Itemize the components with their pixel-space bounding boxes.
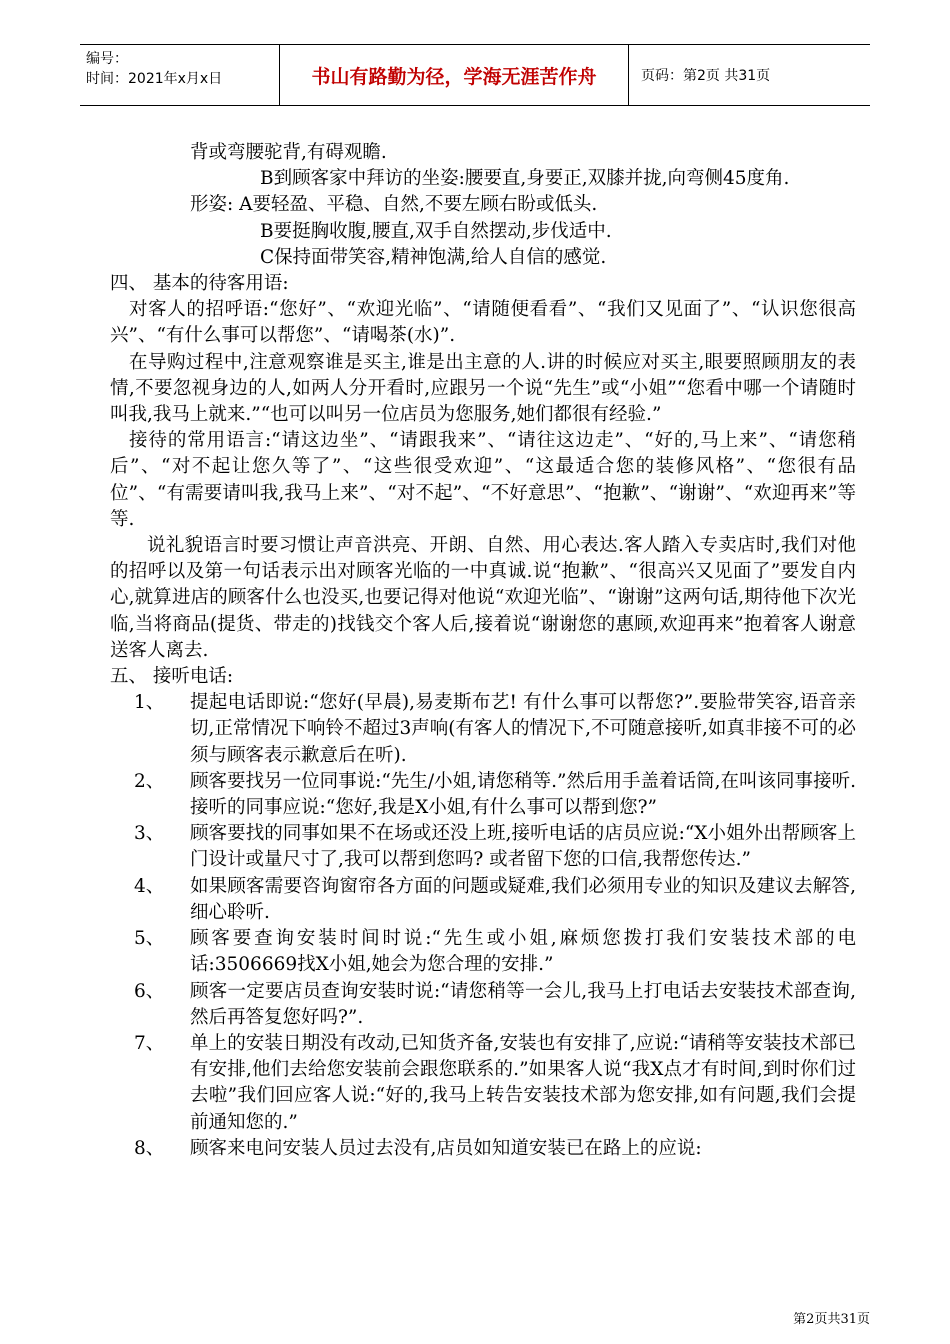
- list-item: 4、 如果顾客需要咨询窗帘各方面的问题或疑难,我们必须用专业的知识及建议去解答,细心聆听.: [134, 875, 856, 923]
- list-item: 6、 顾客一定要店员查询安装时说:“请您稍等一会儿,我马上打电话去安装技术部查询,然后再答复您好吗?”.: [134, 980, 856, 1028]
- header-motto: 书山有路勤为径，学海无涯苦作舟: [280, 45, 629, 105]
- header-page-info: 页码：第2页 共31页: [641, 68, 771, 84]
- list-item: 3、 顾客要找的同事如果不在场或还没上班,接听电话的店员应说:“X小姐外出帮顾客上门设计或量尺寸了,我可以帮到您吗? 或者留下您的口信,我帮您传达.”: [134, 823, 856, 871]
- paragraph: B要挺胸收腹,腰直,双手自然摆动,步伐适中.: [260, 220, 612, 242]
- time-label: 时间：2021年x月x日: [86, 71, 223, 87]
- paragraph: C保持面带笑容,精神饱满,给人自信的感觉.: [260, 246, 607, 268]
- document-body: [110, 140, 856, 1162]
- list-item: 7、 单上的安装日期没有改动,已知货齐备,安装也有安排了,应说:“请稍等安装技术部已有安排,他们去给您安装前会跟您联系的.”如果客人说“我X点才有时间,到时你们过去啦”我们回应客人说:“好的,我马上转告安装技术部为您安排,如有问题,我们会提前通知您的.”: [134, 1032, 856, 1133]
- paragraph: 接待的常用语言:“请这边坐”、“请跟我来”、“请往这边走”、“好的,马上来”、“请您稍后”、“对不起让您久等了”、“这些很受欢迎”、“这最适合您的装修风格”、“您很有品位”、“有需要请叫我,我马上来”、“对不起”、“不好意思”、“抱歉”、“谢谢”、“欢迎再来”等等.: [110, 430, 856, 530]
- list-item: 5、 顾客要查询安装时间时说:“先生或小姐,麻烦您拨打我们安装技术部的电话:3506669找X小姐,她会为您合理的安排.”: [134, 928, 856, 976]
- paragraph: 形姿: A要轻盈、平稳、自然,不要左顾右盼或低头.: [190, 194, 598, 216]
- paragraph: B到顾客家中拜访的坐姿:腰要直,身要正,双膝并拢,向弯侧45度角.: [260, 168, 790, 190]
- paragraph: 对客人的招呼语:“您好”、“欢迎光临”、“请随便看看”、“我们又见面了”、“认识您很高兴”、“有什么事可以帮您”、“请喝茶(水)”.: [110, 299, 856, 347]
- list-item: 8、 顾客来电问安装人员过去没有,店员如知道安装已在路上的应说:: [134, 1137, 702, 1159]
- paragraph: 背或弯腰驼背,有碍观瞻.: [190, 142, 387, 163]
- page-footer: 第2页共31页: [793, 1312, 870, 1327]
- section-heading: 五、 接听电话:: [110, 666, 234, 688]
- paragraph: 在导购过程中,注意观察谁是买主,谁是出主意的人.讲的时候应对买主,眼要照顾朋友的表情,不要忽视身边的人,如两人分开看时,应跟另一个说“先生”或“小姐”“您看中哪一个请随时叫我,我马上就来.”“也可以叫另一位店员为您服务,她们都很有经验.”: [110, 351, 856, 426]
- paragraph: 说礼貌语言时要习惯让声音洪亮、开朗、自然、用心表达.客人踏入专卖店时,我们对他的招呼以及第一句话表示出对顾客光临的一中真诚.说“抱歉”、“很高兴又见面了”要发自内心,就算进店的顾客什么也没买,也要记得对他说“欢迎光临”、“谢谢”这两句话,期待他下次光临,当将商品(提货、带走的)找钱交个客人后,接着说“谢谢您的惠顾,欢迎再来”抱着客人谢意送客人离去.: [110, 535, 856, 661]
- list-item: 1、 提起电话即说:“您好(早晨),易麦斯布艺! 有什么事可以帮您?”.要脸带笑容,语音亲切,正常情况下响铃不超过3声响(有客人的情况下,不可随意接听,如真非接不可的必须与顾客表示歉意后在听).: [134, 692, 856, 766]
- number-label: 编号：: [86, 51, 128, 67]
- header-meta: [80, 45, 280, 105]
- page-header: [80, 44, 870, 106]
- list-item: 2、 顾客要找另一位同事说:“先生/小姐,请您稍等.”然后用手盖着话筒,在叫该同事接听.接听的同事应说:“您好,我是X小姐,有什么事可以帮到您?”: [134, 770, 856, 819]
- section-heading: 四、 基本的待客用语:: [110, 273, 289, 295]
